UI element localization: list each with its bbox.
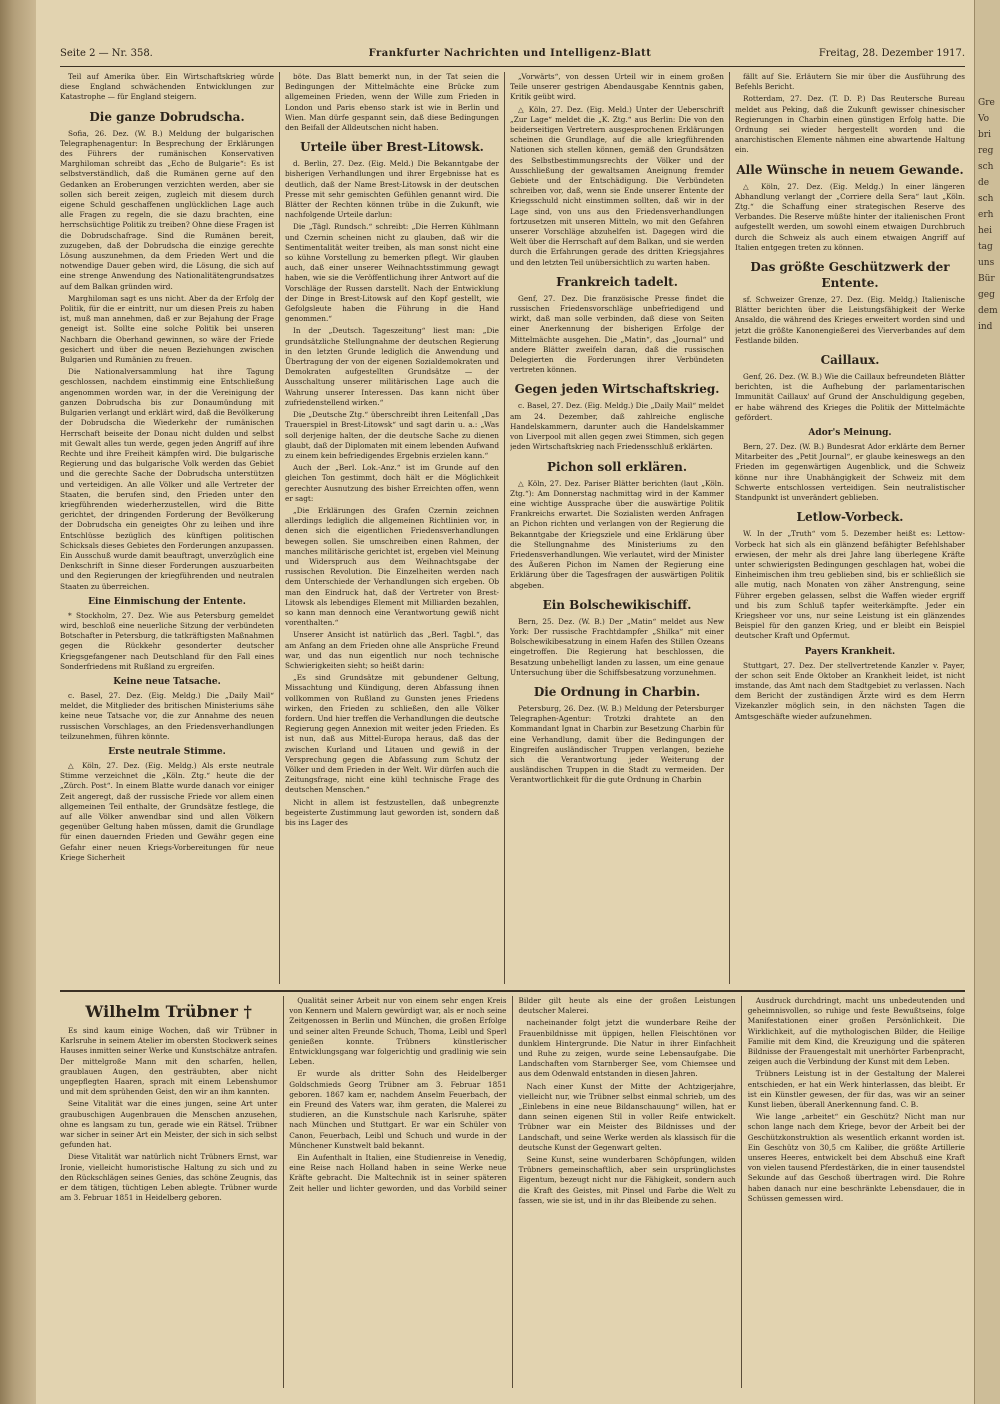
edge-text-fragment: reg: [978, 146, 994, 156]
article-headline: Pichon soll erklären.: [546, 459, 688, 474]
column-1: [60, 72, 274, 984]
article-paragraph: Genf, 26. Dez. (W. B.) Wie die Caillaux befreundeten Blätter berichten, ist die Aufhebung der parlamentarischen Immunität Caillaux' auf Grund der Anschuldigung gegeben, er habe während des Krieges die Politik der Mittelmächte gefördert.: [735, 372, 965, 422]
column-3: [510, 72, 724, 984]
feuilleton-rule: [60, 990, 965, 992]
article-headline: Die Ordnung in Charbin.: [533, 684, 701, 699]
article-paragraph: „Vorwärts“, von dessen Urteil wir in einem großen Teile unserer gestrigen Abendausgabe Kenntnis gaben, Kritik geübt wird.: [510, 72, 724, 102]
article-paragraph: Diese Vitalität war natürlich nicht Trübners Ernst, war Ironie, vielleicht humoristische Haltung zu sich und zu den Rückschlägen seines Genies, das schöne Zeugnis, das er dem tätigen, tüchtigen Leben ablegte. Trübner wurde am 3. Februar 1851 in Heidelberg geboren.: [60, 1152, 278, 1203]
article-paragraph: Auch der „Berl. Lok.-Anz.“ ist im Grunde auf den gleichen Ton gestimmt, doch hält er die Möglichkeit gerechter Ausnutzung des bisher Erreichten offen, wenn er sagt:: [285, 463, 499, 503]
article-subheadline: Keine neue Tatsache.: [113, 676, 221, 687]
article-paragraph: c. Basel, 27. Dez. (Eig. Meldg.) Die „Daily Mail“ meldet, die Mitglieder des britischen Ministeriums sähe keine neue Tatsache vor, die zur Annahme des neuen russischen Vorschlages, an den Friedensverhandlungen teilzunehmen, führen könnte.: [60, 690, 274, 741]
article-paragraph: böte. Das Blatt bemerkt nun, in der Tat seien die Bedingungen der Mittelmächte eine Brücke zum allgemeinen Frieden, wenn der Wille zum Frieden in London und Paris ebenso stark ist wie in Berlin und Wien. Man dürfe gespannt sein, daß diese Bedingungen den Beifall der Alldeutschen nicht haben.: [285, 72, 499, 133]
article-subheadline: Payers Krankheit.: [804, 646, 896, 657]
edge-text-fragment: sch: [978, 162, 994, 172]
edge-text-fragment: de: [978, 178, 990, 188]
article-paragraph: Seine Kunst, seine wunderbaren Schöpfungen, wilden Trübners gemeinschaftlich, aber sein ursprünglichstes Eigentum, bezeugt nicht nur die Fähigkeit, sondern auch die Kraft des Geistes, mit Pinsel und Farbe die Welt zu fassen, wie sie ist, und in ihr das Bleibende zu sehen.: [518, 1155, 736, 1205]
edge-text-fragment: ind: [978, 322, 993, 332]
book-spine: [0, 0, 36, 1404]
article-subheadline: Ador's Meinung.: [808, 428, 892, 439]
article-paragraph: Genf, 27. Dez. Die französische Presse findet die russischen Friedensvorschläge unbefriedigend und wirkt, daß man solle verbinden, daß diese von Seiten einer Anerkennung der bisherigen Erfolge der Mittelmächte ausgehen. Die „Matin“, das „Journal“ und andere Blätter zweifeln daran, daß die russischen Delegierten die Forderungen ihrer Verbündeten vertreten können.: [510, 293, 724, 375]
page-number: Seite 2 — Nr. 358.: [60, 48, 153, 59]
article-paragraph: Bern, 25. Dez. (W. B.) Der „Matin“ meldet aus New York: Der russische Frachtdampfer „Shilka“ mit einer Bolschewikibesatzung in einem Hafen des Stillen Ozeans eingetroffen. Die Regierung hat beschlossen, die Besatzung unbehelligt landen zu lassen, um eine genaue Untersuchung über die Schiffsbesatzung vorzunehmen.: [510, 616, 724, 677]
feuilleton-headline: Wilhelm Trübner †: [85, 1002, 252, 1021]
article-subheadline: Eine Einmischung der Entente.: [88, 596, 246, 607]
article-paragraph: Ein Aufenthalt in Italien, eine Studienreise in Venedig, eine Reise nach Holland haben in seine Werke neue Kräfte gebracht. Die Maltechnik ist in seiner späteren Zeit heller und lichter geworden, und das Vorbild seiner Bilder gilt heute als eine der großen Leistungen deutscher Malerei.: [289, 996, 736, 1193]
article-headline: Gegen jeden Wirtschaftskrieg.: [514, 382, 720, 397]
edge-text-fragment: dem: [978, 306, 998, 316]
article-headline: Ein Bolschewikischiff.: [542, 597, 692, 612]
article-paragraph: d. Berlin, 27. Dez. (Eig. Meld.) Die Bekanntgabe der bisherigen Verhandlungen und ihrer Ergebnisse hat es deutlich, daß der Name Brest-Litowsk in der deutschen Presse mit sehr gemischten Gefühlen genannt wird. Die Blätter der Rechten können trübe in die Zukunft, wie nachfolgende Urteile darlun:: [285, 159, 499, 220]
column-2: [285, 72, 499, 984]
article-headline: Caillaux.: [820, 353, 880, 368]
edge-text-fragment: erh: [978, 210, 994, 220]
edge-text-fragment: uns: [978, 258, 995, 268]
article-paragraph: Rotterdam, 27. Dez. (T. D. P.) Das Reutersche Bureau meldet aus Peking, daß die Zukunft gewisser chinesischer Regierungen in Charbin einen günstigen Erfolg hatte. Die Ordnung sei wieder hergestellt worden und die anarchistischen Elemente nähmen eine abwartende Haltung ein.: [735, 94, 965, 155]
edge-text-fragment: geg: [978, 290, 995, 300]
article-paragraph: Sofia, 26. Dez. (W. B.) Meldung der bulgarischen Telegraphenagentur: In Besprechung der Erklärungen des Führers der rumänischen Konservativen Marghiloman schreibt das „Echo de Bulgarie“: Es ist selbstverständlich, daß die Rumänen gerne auf den Gedanken an Eroberungen verzichten werden, aber sie sollen sich bereit zeigen, zugleich mit diesem durch eigene Schuld geschaffenen unglücklichen Lage auch alle Fragen zu regeln, die sie dazu brachten, eine herrschsüchtige Politik zu treiben? Ohne diese Fragen ist die Dobrudschafrage. Sind die Rumänen bereit, zuzugeben, daß der Dobrudscha die einzige gerechte Lösung auszunehmen, da dem Frieden Wert und die notwendige Dauer geben wird, die Lösung, die sich auf eine strenge Anwendung des Nationalitätengrundsatzes auf dem Balkan gründen wird.: [60, 128, 274, 291]
article-paragraph: fällt auf Sie. Erläutern Sie mir über die Ausführung des Befehls Bericht.: [735, 72, 965, 92]
article-paragraph: Seine Vitalität war die eines jungen, seine Art unter graubuschigen Augenbrauen die Menschen anzusehen, ohne es langsam zu tun, gerade wie ein Rätsel. Trübner war sicher in seiner Art ein Meister, der sich in sich selbst gefunden hat.: [60, 1099, 278, 1150]
article-headline: Die ganze Dobrudscha.: [89, 109, 245, 124]
article-paragraph: △ Köln, 27. Dez. (Eig. Meldg.) In einer längeren Abhandlung verlangt der „Corriere della Sera“ laut „Köln. Ztg.“ die Schaffung einer strategischen Reserve des Verbandes. Die Reserve müßte hinter der italienischen Front aufgestellt werden, um sowohl einem etwaigen Durchbruch durch die Schweiz als auch einem etwaigen Angriff auf Italien entgegen treten zu können.: [735, 181, 965, 252]
article-paragraph: Bern, 27. Dez. (W. B.) Bundesrat Ador erklärte dem Berner Mitarbeiter des „Petit Journal“, er glaube keineswegs an den Frieden im gegenwärtigen Augenblick, und die Schweiz könne nur ihre Unabhängigkeit der Schweiz mit dem Schwerte entschlossen verteidigen. Sein neutralistischer Standpunkt ist unverändert geblieben.: [735, 442, 965, 503]
article-paragraph: Ausdruck durchdringt, macht uns unbedeutenden und geheimnisvollen, so ruhige und feste Bewußtseins, folge Manifestationen einer großen Persönlichkeit. Die Wirklichkeit, auf die mythologischen Bilder, die Heilige Familie mit dem Kind, die Kreuzigung und die späteren Bildnisse der Frauengestalt mit unerhörter Farbenpracht, zeigen auch die Verbindung der Kunst mit dem Leben.: [747, 996, 965, 1067]
article-paragraph: Die „Tägl. Rundsch.“ schreibt: „Die Herren Kühlmann und Czernin scheinen nicht zu glauben, daß wir die Sentimentalität weiter treiben, als man sonst nicht eine so kühne Vorstellung zu bemerken pflegt. Wir glauben auch, daß einer unserer Weihnachtsstimmung gewagt haben, wie sie die Veröffentlichung ihrer Antwort auf die Vorschläge der Russen darstellt. Nach der Entwicklung der Dinge in Brest-Litowsk auf den Kopf gestellt, wie Gefolgsleute haben die Führung in die Hand genommen.“: [285, 222, 499, 324]
newspaper-page: [36, 0, 974, 1404]
edge-text-fragment: Gre: [978, 98, 995, 108]
article-paragraph: △ Köln, 27. Dez. (Eig. Meld.) Unter der Ueberschrift „Zur Lage“ meldet die „K. Ztg.“ aus Berlin: Die von den beiderseitigen Vertretern ausgesprochenen Erklärungen scheinen die Grundlage, auf die alle kriegführenden Nationen sich stellen können, gemäß den Grundsätzen des Selbstbestimmungsrechts der Völker und der Ausschließung der gewaltsamen Aneignung fremder Gebiete und der Entschädigung. Die Verbündeten schreiben vor, daß, wenn sie Ende unserer Entente der Kriegsschuld nicht einstimmen sollten, daß wir in der Lage sind, von uns aus den Friedensverhandlungen fortzusetzen mit unseren Mitteln, wo mit den Gefahren unserer Vorschläge abzuhelfen ist. Dagegen wird die Welt über die Herrschaft auf dem Balkan, und sie werden durch die Erfahrungen gerade des dritten Kriegsjahres und den letzten Teil unübersichtlich zu warten haben.: [510, 104, 724, 267]
article-paragraph: Es sind kaum einige Wochen, daß wir Trübner in Karlsruhe in seinem Atelier im obersten Stockwerk seines Hauses inmitten seiner Werke und Kunstschätze antrafen. Der mittelgroße Mann mit den scharfen, hellen, graublauen Augen, den gesträubten, aber nicht ungepflegten Haaren, sprach mit einem Lebenshumor und mit dem sprühenden Geist, den wir an ihm kannten.: [60, 1026, 278, 1097]
article-paragraph: Die Nationalversammlung hat ihre Tagung geschlossen, nachdem einstimmig eine Entschließung angenommen worden war, in der die Vereinigung der ganzen Dobrudscha bis zur Donaumündung mit Bulgarien verlangt und erklärt wird, daß die Bevölkerung der Dobrudscha die Wiederkehr der rumänischen Herrschaft beiseite der Donau nicht dulden und selbst mit Gewalt alles tun werde, gegen jeden Angriff auf ihre Rechte und ihre Freiheit kämpfen wird. Die bulgarische Regierung und das bulgarische Volk werden das Gebiet und die gerechte Sache der Dobrudscha unterstützen und verteidigen. An alle Völker und alle Vertreter der Staaten, die berufen sind, den Frieden unter den kriegführenden wiederherzustellen, wird die Bitte gerichtet, der dringenden Forderung der Bevölkerung der Dobrudscha ein geneigtes Ohr zu leihen und ihre Entschlüsse bezüglich des künftigen politischen Schicksals dieses Gebietes den Forderungen anzupassen. Ein Ausschuß wurde damit beauftragt, unverzüglich eine Denkschrift in Sinne dieser Forderungen auszuarbeiten und den Regierungen der kriegführenden und neutralen Staaten zu überreichen.: [60, 367, 274, 591]
edge-text-fragment: Bür: [978, 274, 995, 284]
column-divider: [729, 72, 730, 984]
article-paragraph: Marghiloman sagt es uns nicht. Aber da der Erfolg der Politik, für die er eintritt, nur um diesen Preis zu haben ist, muß man annehmen, daß er zur Bejahung der Frage geneigt ist. Sollte eine solche Politik bei unseren Nachbarn die Oberhand gewinnen, so wäre der Friede gesichert und über die neuen Beziehungen zwischen Bulgarien und Rumänien zu freuen.: [60, 293, 274, 365]
article-headline: Alle Wünsche in neuem Gewande.: [736, 162, 964, 177]
article-paragraph: Teil auf Amerika über. Ein Wirtschaftskrieg würde diese England schwächenden Entwicklungen zur Katastrophe — für England steigern.: [60, 72, 274, 102]
article-paragraph: Trübners Leistung ist in der Gestaltung der Malerei entschieden, er hat ein Werk hinterlassen, das bleibt. Er ist ein Künstler gewesen, der für das, was wir an seiner Kunst lieben, überall Anerkennung fand. C. B.: [747, 1069, 965, 1110]
header-rule: [60, 66, 965, 67]
article-paragraph: Stuttgart, 27. Dez. Der stellvertretende Kanzler v. Payer, der schon seit Ende Oktober an Krankheit leidet, ist nicht imstande, das Amt nach dem Stadtgebiet zu verlassen. Nach dem Bericht der zuständigen Ärzte wird es dem Herrn Vizekanzler möglich sein, in den nächsten Tagen die Amtsgeschäfte wieder aufzunehmen.: [735, 660, 965, 721]
article-paragraph: W. In der „Truth“ vom 5. Dezember heißt es: Lettow-Vorbeck hat sich als ein glänzend befähigter Befehlshaber erwiesen, der mehr als drei Jahre lang überlegene Kräfte unter schwierigsten Bedingungen geschlagen hat, wobei die Einheimischen ihm treu geblieben sind, bis er schließlich sie alle mutig, nach Monaten von zäher Anstrengung, seine Führer ergeben gelassen, selbst die Waffen wieder ergriff und bis zum Schluß tapfer weiterkämpfte. Jeder ein Kriegsheer vor uns, nur seine Leistung ist ein glänzendes Beispiel für den ganzen Krieg, und er bleibt ein Beispiel deutscher Kraft und Opfermut.: [735, 529, 965, 641]
masthead: Frankfurter Nachrichten und Intelligenz-Blatt: [368, 48, 652, 59]
article-paragraph: △ Köln, 27. Dez. Pariser Blätter berichten (laut „Köln. Ztg.“): Am Donnerstag nachmittag wird in der Kammer eine wichtige Aussprache über die auswärtige Politik Frankreichs erwartet. Die Sozialisten werden Anfragen an Pichon richten und verlangen von der Regierung die Bekanntgabe der Kriegsziele und eine Erklärung über die Stellungnahme des Ministeriums zu den Friedensverhandlungen. Wie verlautet, wird der Minister des Äußeren Pichon im Namen der Regierung eine Erklärung über die Tagesfragen der auswärtigen Politik abgeben.: [510, 478, 724, 590]
article-paragraph: Nach einer Kunst der Mitte der Achtzigerjahre, vielleicht nur, wie Trübner selbst einmal schrieb, um des „Einlebens in eine neue Bildanschauung“ willen, hat er dann seinen eigenen Stil in voller Reife entwickelt. Trübner war ein Meister des Bildnisses und der Landschaft, und seine Werke werden als klassisch für die deutsche Kunst der Gegenwart gelten.: [518, 1081, 736, 1152]
edge-text-fragment: bri: [978, 130, 991, 140]
column-divider: [504, 72, 505, 984]
article-headline: Das größte Geschützwerk der Entente.: [750, 260, 950, 291]
edge-text-fragment: Vo: [978, 114, 990, 124]
article-paragraph: Wie lange „arbeitet“ ein Geschütz? Nicht man nur schon lange nach dem Kriege, bevor der Arbeit bei der Geschützkonstruktion als wesentlich erkannt worden ist. Ein Geschütz von 30,5 cm Kaliber, die größte Artillerie unseres Heeres, entwickelt bei dem Abschuß eine Kraft von vielen tausend Pferdestärken, die in einer tausendstel Sekunde auf das Geschoß übertragen wird. Die Rohre haben danach nur eine beschränkte Lebensdauer, die in Schüssen gemessen wird.: [747, 1112, 965, 1203]
article-paragraph: „Die Erklärungen des Grafen Czernin zeichnen allerdings lediglich die allgemeinen Richtlinien vor, in denen sich die eigentlichen Friedensverhandlungen bewegen sollen. Sie umschreiben einen Rahmen, der manches militärische gerichtet ist, ergeben viel Meinung und Widerspruch aus dem Weihnachtsgabe der russischen Revolution. Die Einzelheiten werden nach dem Unterschiede der Verhandlungen sich ergeben. Ob man den Eindruck hat, daß der Vertreter von Brest-Litowsk als lebendiges Element mit Milliarden bezahlen, so kann man dennoch eine Verantwortung gewiß nicht vorenthalten.“: [285, 505, 499, 628]
article-paragraph: nacheinander folgt jetzt die wunderbare Reihe der Frauenbildnisse mit üppigen, hellen Fleischtönen vor dunklem Hintergrunde. Die Natur in ihrer Einfachheit und Ruhe zu zeigen, wurde seine Lebensaufgabe. Die Landschaften vom Starnberger See, vom Chiemsee und aus dem Odenwald entstanden in diesen Jahren.: [518, 1018, 736, 1079]
edge-text-fragment: sch: [978, 194, 994, 204]
column-4: [735, 72, 965, 984]
article-paragraph: Unserer Ansicht ist natürlich das „Berl. Tagbl.“, das am Anfang an dem Frieden ohne alle Ansprüche Freund war, und das nun eigentlich nur noch technische Schwierigkeiten sieht; so heißt darin:: [285, 630, 499, 670]
page-header: [60, 44, 965, 66]
issue-date: Freitag, 28. Dezember 1917.: [818, 48, 965, 59]
feuilleton-truebner: [60, 996, 965, 1388]
article-paragraph: sf. Schweizer Grenze, 27. Dez. (Eig. Meldg.) Italienische Blätter berichten über die Leistungsfähigkeit der Werke Ansaldo, die während des Krieges erweitert worden sind und jetzt die größte Kanonengießerei des Vierverbandes auf dem Festlande bilden.: [735, 295, 965, 345]
article-paragraph: Petersburg, 26. Dez. (W. B.) Meldung der Petersburger Telegraphen-Agentur: Trotzki drahtete an den Kommandant Ignat in Charbin zur Besetzung Charbin für eine Verhandlung, damit über die Bedingungen der Eingreifen ausländischer Truppen verlangen, beziehe sich die Verantwortung jeder Weiterung der ausländischen Truppen in die Stadt zu vermeiden. Der Verantwortlichkeit für die gute Ordnung in Charbin: [510, 703, 724, 785]
article-paragraph: Die „Deutsche Ztg.“ überschreibt ihren Leitenfall „Das Trauerspiel in Brest-Litowsk“ und sagt darin u. a.: „Was soll derjenige halten, der die deutsche Sache zu dienen glaubt, daß der Diplomaten mit einem lebenden Aufwand zu einem kein befriedigendes Ergebnis erzielen kann.“: [285, 410, 499, 460]
edge-text-fragment: tag: [978, 242, 993, 252]
article-subheadline: Erste neutrale Stimme.: [108, 746, 226, 757]
article-paragraph: △ Köln, 27. Dez. (Eig. Meldg.) Als erste neutrale Stimme verzeichnet die „Köln. Ztg.“ heute die der „Zürch. Post“. In einem Blatte wurde danach vor einiger Zeit angeregt, daß der russische Friede vor allem einen allgemeinen Teil enthalte, der Grundsätze festlege, die auf alle Völker anwendbar sind und allen Völkern gegenüber Geltung haben müssen, damit die Grundlage für einen dauernden Frieden und Gewähr gegen eine Gefahr einer neuen Kriegs-Vorbereitungen für neue Kriege Sicherheit: [60, 760, 274, 862]
article-paragraph: „Es sind Grundsätze mit gebundener Geltung, Missachtung und Kündigung, deren Abfassung ihnen vollkommen von Rußland zu Gunsten jenes Friedens wirken, den Frieden zu schließen, den alle Völker fordern. Und hier treffen die Verhandlungen die deutsche Regierung gegen Annexion mit weiter jeden Frieden. Es ist nun, daß aus Mittel-Europa heraus, daß das der zwischen Kurland und Litauen und gewiß in der Versprechung gegen die Abfassung zum Schutz der Völker und dem Frieden in der Welt. Wir dürfen auch die Zeitungsfrage, nicht eine kühl technische Frage des deutschen Menschen.“: [285, 673, 499, 795]
article-paragraph: c. Basel, 27. Dez. (Eig. Meldg.) Die „Daily Mail“ meldet am 24. Dezember, daß zahlreiche englische Handelskammern, darunter auch die Handelskammer von Liverpool mit allen gegen zwei Stimmen, sich gegen jeden Wirtschaftskrieg nach Friedensschluß erklärten.: [510, 401, 724, 452]
next-page-edge: [974, 0, 1000, 1404]
article-paragraph: Nicht in allem ist festzustellen, daß unbegrenzte begeisterte Zustimmung laut geworden ist, sondern daß bis ins Lager des: [285, 797, 499, 828]
column-divider: [279, 72, 280, 984]
article-paragraph: Er wurde als dritter Sohn des Heidelberger Goldschmieds Georg Trübner am 3. Februar 1851 geboren. 1867 kam er, nachdem Anselm Feuerbach, der ein Freund des Vaters war, ihm geraten, die Malerei zu studieren, an die Kunstschule nach Karlsruhe, später nach München und Stuttgart. Er war ein Schüler von Canon, Feuerbach, Leibl und Schuch und wurde in der Münchener Kunstwelt bald bekannt.: [289, 1069, 507, 1150]
article-paragraph: * Stockholm, 27. Dez. Wie aus Petersburg gemeldet wird, beschloß eine neuerliche Sitzung der verbündeten Botschafter in Petersburg, die tatkräftigsten Maßnahmen gegen die Rückkehr gesonderter deutscher Kriegsgefangener nach Deutschland für den Fall eines Sonderfriedens mit Rußland zu ergreifen.: [60, 610, 274, 671]
article-headline: Letlow-Vorbeck.: [796, 510, 904, 525]
article-paragraph: In der „Deutsch. Tageszeitung“ liest man: „Die grundsätzliche Stellungnahme der deutschen Regierung in den letzten Grunde lediglich die Anwendung und Übertragung der von der eigenen Sozialdemokraten und Demokraten aufgestellten Grundsätze — der Ausschaltung unserer militärischen Lage auch die Wahrung unserer Interessen. Das kann nicht über zufriedenstellend wirken.“: [285, 326, 499, 407]
edge-text-fragment: hei: [978, 226, 993, 236]
article-paragraph: Qualität seiner Arbeit nur von einem sehr engen Kreis von Kennern und Malern gewürdigt war, als er noch seine Zeitgenossen in Berlin und München, die großen Erfolge und seiner alten Freunde Schuch, Thoma, Leibl und Sperl genießen konnte. Trübners künstlerischer Entwicklungsgang war folgerichtig und gradlinig wie sein Leben.: [289, 996, 507, 1067]
article-headline: Urteile über Brest-Litowsk.: [300, 140, 484, 155]
article-headline: Frankreich tadelt.: [556, 274, 678, 289]
